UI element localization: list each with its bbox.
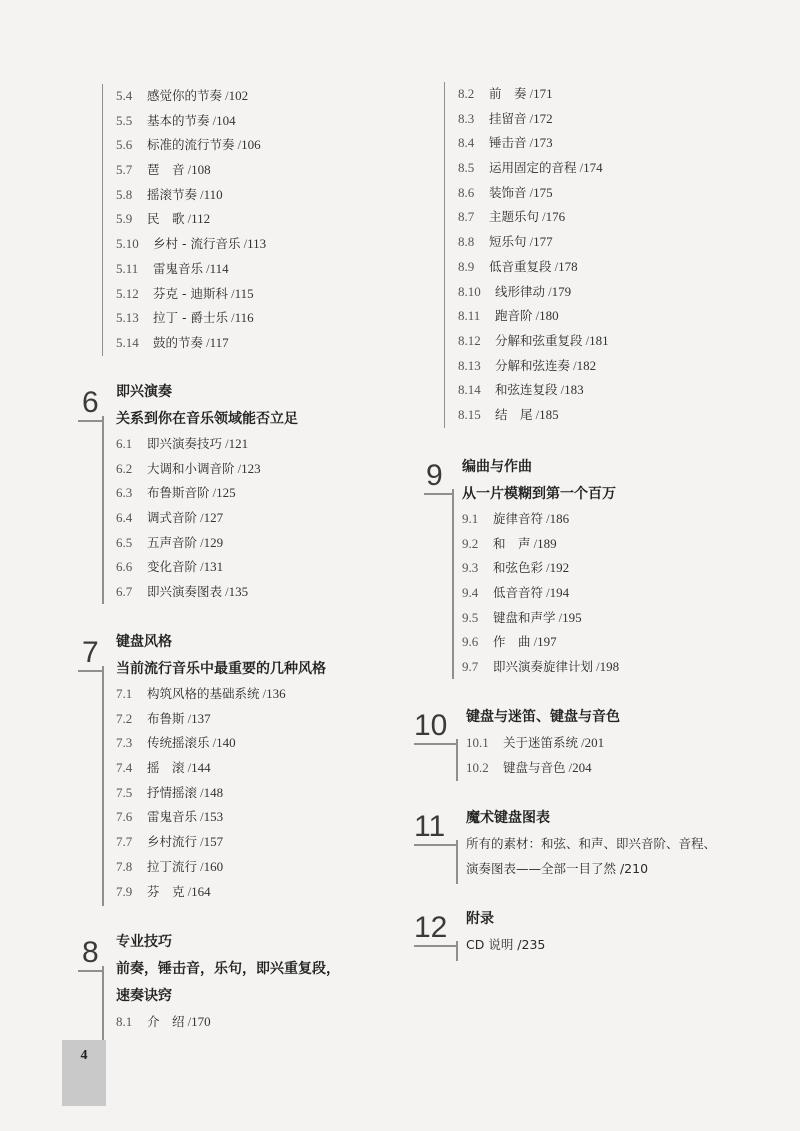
entry-page: 170 (191, 1014, 211, 1029)
entry-title: 运用固定的音程 (489, 160, 577, 176)
entry-title: 主题乐句 (489, 209, 540, 225)
entry-number: 7.5 (116, 784, 133, 800)
entry-page: 108 (191, 162, 211, 178)
entry-number: 6.2 (116, 460, 133, 476)
entry-title: 乡村 - 流行音乐 (153, 236, 241, 252)
toc-entry: 9.2 和 声 /189 (462, 532, 772, 557)
entry-page: 204 (572, 759, 592, 775)
toc-entry: 8.1 介 绍 /170 (116, 1010, 406, 1035)
toc-entry: 6.1 即兴演奏技巧 /121 (116, 432, 406, 457)
toc-entry: 8.12 分解和弦重复段 /181 (458, 329, 778, 354)
entry-title: 民 歌 (147, 211, 185, 227)
chapter-title: 附录 (466, 911, 494, 927)
toc-entry: 9.7 即兴演奏旋律计划 /198 (462, 655, 772, 680)
entry-page: 137 (191, 710, 211, 726)
entry-page: 157 (203, 834, 224, 850)
toc-entry: 7.9 芬 克 /164 (116, 880, 406, 905)
toc-entry: 5.6 标准的流行节奏 /106 (116, 133, 416, 158)
entry-number: 5.14 (116, 334, 139, 350)
entry-page: 121 (228, 436, 249, 451)
entry-page: 192 (549, 560, 570, 576)
entry-number: 7.3 (116, 735, 133, 751)
entry-number: 8.15 (458, 406, 481, 422)
chapter-5-items (102, 84, 416, 356)
toc-entry: 8.13 分解和弦连奏 /182 (458, 354, 778, 379)
entry-number: 7.7 (116, 834, 133, 850)
entry-page: 186 (549, 511, 570, 526)
toc-entry: 7.4 摇 滚 /144 (116, 756, 406, 781)
entry-page: 144 (191, 760, 211, 776)
chapter-7-items (116, 682, 406, 904)
entry-page: 117 (209, 334, 229, 350)
chapter-number: 10 (414, 709, 448, 742)
chapter-subtitle-line-2: 速奏诀窍 (116, 988, 172, 1004)
entry-page: 127 (203, 510, 224, 526)
entry-number: 6.3 (116, 485, 133, 501)
toc-entry: 8.9 低音重复段 /178 (458, 255, 778, 280)
entry-page: 176 (545, 209, 566, 225)
chapter-8-items-right (444, 82, 778, 428)
toc-entry: 8.8 短乐句 /177 (458, 230, 778, 255)
toc-entry: 8.15 结 尾 /185 (458, 403, 778, 428)
entry-title: 键盘与音色 (503, 759, 566, 775)
entry-title: 低音音符 (493, 585, 544, 601)
entry-number: 8.8 (458, 234, 475, 250)
entry-number: 9.7 (462, 659, 479, 675)
entry-page: 178 (558, 258, 578, 274)
toc-entry: 5.7 琶 音 /108 (116, 158, 416, 183)
entry-title: 摇 滚 (147, 760, 185, 776)
chapter-subtitle-line-1: 前奏，锤击音，乐句，即兴重复段， (116, 961, 340, 977)
chapter-title: 魔术键盘图表 (466, 810, 550, 826)
entry-page: 177 (533, 234, 553, 250)
chapter-number: 7 (82, 636, 99, 669)
entry-title: 分解和弦重复段 (495, 332, 583, 348)
entry-title: 和 声 (493, 535, 531, 551)
entry-title: 基本的节奏 (147, 112, 210, 128)
entry-page: 104 (216, 112, 236, 128)
entry-page: 102 (228, 88, 249, 103)
entry-number: 9.5 (462, 609, 479, 625)
entry-number: 6.5 (116, 534, 133, 550)
entry-number: 8.5 (458, 160, 475, 176)
entry-title: 分解和弦连奏 (495, 357, 571, 373)
entry-title: 大调和小调音阶 (147, 460, 235, 476)
entry-number: 9.3 (462, 560, 479, 576)
toc-entry: 6.6 变化音阶 /131 (116, 555, 406, 580)
entry-page: 110 (203, 186, 223, 202)
toc-entry: 7.8 拉丁流行 /160 (116, 855, 406, 880)
entry-title: 变化音阶 (147, 559, 198, 575)
entry-title: 线形律动 (495, 283, 546, 299)
entry-page: 164 (191, 883, 211, 899)
entry-number: 7.1 (116, 686, 133, 701)
entry-page: 115 (234, 285, 254, 301)
entry-title: 旋律音符 (493, 511, 544, 526)
chapter-description-line-2: 演奏图表——全部一目了然 /210 (466, 861, 649, 876)
entry-title: 关于迷笛系统 (503, 735, 579, 750)
chapter-number: 11 (414, 810, 446, 843)
toc-entry: 7.2 布鲁斯 /137 (116, 707, 406, 732)
entry-number: 6.1 (116, 436, 133, 451)
toc-entry: 5.5 基本的节奏 /104 (116, 109, 416, 134)
entry-title: 琶 音 (147, 162, 185, 178)
entry-number: 7.6 (116, 809, 133, 825)
toc-entry: 7.5 抒情摇滚 /148 (116, 781, 406, 806)
entry-number: 8.4 (458, 135, 475, 151)
entry-page: 195 (562, 609, 582, 625)
toc-entry: 8.10 线形律动 /179 (458, 280, 778, 305)
entry-page: 116 (234, 310, 254, 326)
entry-page: 160 (203, 858, 224, 874)
chapter-description-line-1: 所有的素材：和弦、和声、即兴音阶、音程、 (466, 836, 717, 851)
page-number: 4 (80, 1048, 88, 1063)
entry-title: 抒情摇滚 (147, 784, 198, 800)
entry-page: 185 (539, 406, 559, 422)
entry-page: 174 (583, 160, 603, 176)
entry-number: 7.2 (116, 710, 133, 726)
entry-title: 芬克 - 迪斯科 (153, 285, 228, 301)
entry-title: 即兴演奏技巧 (147, 436, 223, 451)
entry-page: 183 (564, 382, 584, 398)
toc-entry: 5.9 民 歌 /112 (116, 207, 416, 232)
chapter-6-items (116, 432, 406, 605)
entry-number: 7.8 (116, 858, 133, 874)
entry-title: 前 奏 (489, 86, 527, 101)
chapter-8-items-left (116, 1010, 406, 1035)
entry-number: 8.7 (458, 209, 475, 225)
entry-number: 9.6 (462, 634, 479, 650)
toc-entry: 8.14 和弦连复段 /183 (458, 378, 778, 403)
entry-title: 低音重复段 (489, 258, 552, 274)
toc-entry: 9.4 低音音符 /194 (462, 581, 772, 606)
entry-page: 106 (241, 137, 261, 153)
entry-page: 175 (533, 184, 553, 200)
entry-number: 7.4 (116, 760, 133, 776)
entry-title: 标准的流行节奏 (147, 137, 235, 153)
entry-title: 传统摇滚乐 (147, 735, 210, 751)
entry-number: 5.12 (116, 285, 139, 301)
entry-title: 感觉你的节奏 (147, 88, 223, 103)
toc-entry: 7.6 雷鬼音乐 /153 (116, 805, 406, 830)
chapter-title: 编曲与作曲 (462, 459, 532, 475)
entry-number: 5.7 (116, 162, 133, 178)
entry-title: 雷鬼音乐 (147, 809, 198, 825)
entry-number: 6.7 (116, 584, 133, 600)
chapter-subtitle: 从一片模糊到第一个百万 (462, 486, 616, 502)
entry-number: 9.2 (462, 535, 479, 551)
entry-number: 8.12 (458, 332, 481, 348)
entry-page: 197 (537, 634, 557, 650)
entry-number: 8.14 (458, 382, 481, 398)
appendix-item: CD 说明 /235 (466, 937, 546, 952)
toc-entry: 9.5 键盘和声学 /195 (462, 606, 772, 631)
entry-page: 123 (241, 460, 261, 476)
entry-page: 179 (551, 283, 572, 299)
entry-page: 189 (537, 535, 557, 551)
entry-page: 172 (533, 110, 553, 126)
entry-page: 113 (247, 236, 267, 252)
toc-entry: 10.2 键盘与音色 /204 (466, 756, 776, 781)
toc-entry: 5.8 摇滚节奏 /110 (116, 183, 416, 208)
chapter-title: 即兴演奏 (116, 384, 172, 400)
toc-entry: 5.13 拉丁 - 爵士乐 /116 (116, 306, 416, 331)
chapter-number: 6 (82, 386, 99, 419)
entry-number: 8.2 (458, 86, 475, 101)
entry-title: 作 曲 (493, 634, 531, 650)
toc-entry: 7.7 乡村流行 /157 (116, 830, 406, 855)
toc-entry: 6.4 调式音阶 /127 (116, 506, 406, 531)
toc-entry: 9.1 旋律音符 /186 (462, 507, 772, 532)
entry-number: 8.6 (458, 184, 475, 200)
entry-number: 5.6 (116, 137, 133, 153)
toc-entry: 7.1 构筑风格的基础系统 /136 (116, 682, 406, 707)
page-number-tab (62, 1040, 106, 1106)
entry-title: 键盘和声学 (493, 609, 556, 625)
toc-entry: 6.7 即兴演奏图表 /135 (116, 580, 406, 605)
entry-page: 129 (203, 534, 224, 550)
entry-title: 锤击音 (489, 135, 527, 151)
toc-entry: 6.3 布鲁斯音阶 /125 (116, 481, 406, 506)
toc-entry: 5.4 感觉你的节奏 /102 (116, 84, 416, 109)
chapter-title: 键盘与迷笛、键盘与音色 (466, 709, 620, 725)
chapter-number: 8 (82, 936, 99, 969)
toc-entry: 8.7 主题乐句 /176 (458, 205, 778, 230)
entry-title: 鼓的节奏 (153, 334, 204, 350)
toc-entry: 9.6 作 曲 /197 (462, 630, 772, 655)
entry-number: 5.5 (116, 112, 133, 128)
entry-number: 9.1 (462, 511, 479, 526)
entry-page: 194 (549, 585, 570, 601)
entry-number: 5.4 (116, 88, 133, 103)
entry-page: 125 (216, 485, 236, 501)
chapter-subtitle: 当前流行音乐中最重要的几种风格 (116, 661, 326, 677)
entry-title: 挂留音 (489, 110, 527, 126)
entry-title: 跑音阶 (495, 308, 533, 324)
entry-number: 5.11 (116, 260, 139, 276)
entry-page: 135 (228, 584, 249, 600)
entry-page: 201 (584, 735, 605, 750)
entry-number: 7.9 (116, 883, 133, 899)
entry-title: 拉丁流行 (147, 858, 198, 874)
toc-entry: 6.5 五声音阶 /129 (116, 531, 406, 556)
entry-number: 5.9 (116, 211, 133, 227)
entry-page: 180 (539, 308, 559, 324)
toc-entry: 8.3 挂留音 /172 (458, 107, 778, 132)
entry-number: 5.8 (116, 186, 133, 202)
chapter-title: 专业技巧 (116, 934, 172, 950)
chapter-title: 键盘风格 (116, 634, 172, 650)
entry-page: 114 (209, 260, 229, 276)
entry-title: 短乐句 (489, 234, 527, 250)
entry-title: 芬 克 (147, 883, 185, 899)
entry-title: 和弦连复段 (495, 382, 558, 398)
toc-entry: 9.3 和弦色彩 /192 (462, 556, 772, 581)
entry-page: 148 (203, 784, 224, 800)
toc-entry: 10.1 关于迷笛系统 /201 (466, 731, 776, 756)
entry-page: 112 (191, 211, 211, 227)
entry-number: 8.10 (458, 283, 481, 299)
entry-page: 131 (203, 559, 224, 575)
entry-title: 乡村流行 (147, 834, 198, 850)
entry-title: 布鲁斯 (147, 710, 185, 726)
entry-page: 136 (266, 686, 286, 701)
toc-entry: 5.14 鼓的节奏 /117 (116, 331, 416, 356)
entry-page: 198 (599, 659, 620, 675)
toc-entry: 5.11 雷鬼音乐 /114 (116, 257, 416, 282)
entry-number: 8.13 (458, 357, 481, 373)
entry-number: 6.4 (116, 510, 133, 526)
entry-title: 装饰音 (489, 184, 527, 200)
entry-title: 调式音阶 (147, 510, 198, 526)
toc-entry: 8.2 前 奏 /171 (458, 82, 778, 107)
toc-entry: 8.4 锤击音 /173 (458, 131, 778, 156)
entry-page: 171 (533, 86, 553, 101)
toc-entry: 7.3 传统摇滚乐 /140 (116, 731, 406, 756)
toc-entry: 8.5 运用固定的音程 /174 (458, 156, 778, 181)
chapter-10-items (466, 731, 776, 780)
entry-number: 9.4 (462, 585, 479, 601)
entry-title: 五声音阶 (147, 534, 198, 550)
entry-number: 10.1 (466, 735, 489, 750)
entry-title: 摇滚节奏 (147, 186, 198, 202)
chapter-number: 12 (414, 911, 448, 944)
entry-title: 和弦色彩 (493, 560, 544, 576)
toc-entry: 5.12 芬克 - 迪斯科 /115 (116, 282, 416, 307)
entry-title: 拉丁 - 爵士乐 (153, 310, 228, 326)
entry-title: 即兴演奏图表 (147, 584, 223, 600)
entry-number: 10.2 (466, 759, 489, 775)
entry-number: 8.9 (458, 258, 475, 274)
toc-entry: 8.6 装饰音 /175 (458, 181, 778, 206)
entry-title: 即兴演奏旋律计划 (493, 659, 594, 675)
toc-entry: 6.2 大调和小调音阶 /123 (116, 457, 406, 482)
entry-title: 雷鬼音乐 (153, 260, 204, 276)
entry-title: 布鲁斯音阶 (147, 485, 210, 501)
entry-number: 6.6 (116, 559, 133, 575)
entry-number: 8.11 (458, 308, 481, 324)
entry-page: 182 (576, 357, 597, 373)
entry-page: 140 (216, 735, 236, 751)
entry-number: 5.10 (116, 236, 139, 252)
toc-entry: 8.11 跑音阶 /180 (458, 304, 778, 329)
toc-entry: 5.10 乡村 - 流行音乐 /113 (116, 232, 416, 257)
entry-title: 介 绍 (147, 1014, 185, 1029)
entry-number: 5.13 (116, 310, 139, 326)
chapter-9-items (462, 507, 772, 680)
entry-number: 8.3 (458, 110, 475, 126)
entry-number: 8.1 (116, 1014, 133, 1029)
entry-page: 181 (589, 332, 609, 348)
entry-title: 构筑风格的基础系统 (147, 686, 260, 701)
chapter-number: 9 (426, 459, 443, 492)
entry-title: 结 尾 (495, 406, 533, 422)
entry-page: 153 (203, 809, 224, 825)
chapter-subtitle: 关系到你在音乐领域能否立足 (116, 411, 298, 427)
entry-page: 173 (533, 135, 553, 151)
